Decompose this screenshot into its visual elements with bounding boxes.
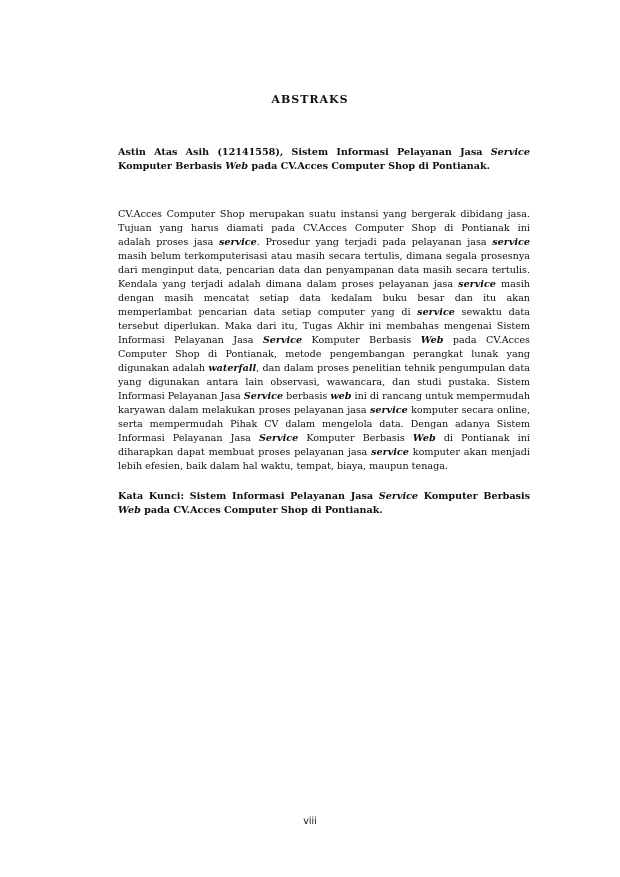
body-line: Computer Shop di Pontianak, metode pengembangan perangkat lunak yang [118,349,530,360]
body-line: memperlambat pencarian data setiap computer yang di service sewaktu data [118,307,530,318]
heading-line: Astin Atas Asih (12141558), Sistem Informasi Pelayanan Jasa Service [118,147,530,158]
body-line: Informasi Pelayanan Jasa Service Komputer Berbasis Web pada CV.Acces [118,335,530,346]
abstract-heading [118,146,530,174]
keywords-line: Web pada CV.Acces Computer Shop di Pontianak. [118,505,383,516]
body-line: karyawan dalam melakukan proses pelayanan jasa service komputer secara online, [118,405,530,416]
body-line: Kendala yang terjadi adalah dimana dalam proses pelayanan jasa service masih [118,279,530,290]
body-line: dari menginput data, pencarian data dan penyampanan data masih secara tertulis. [118,265,530,276]
page-title: ABSTRAKS [271,93,349,106]
body-line: dengan masih mencatat setiap data kedalam buku besar dan itu akan [118,293,530,304]
body-line: yang digunakan antara lain observasi, wawancara, dan studi pustaka. Sistem [118,377,530,388]
body-line: tersebut diperlukan. Maka dari itu, Tugas Akhir ini membahas mengenai Sistem [118,321,530,332]
body-line: serta mempermudah Pihak CV dalam mengelola data. Dengan adanya Sistem [118,419,530,430]
body-line: digunakan adalah waterfall, dan dalam proses penelitian tehnik pengumpulan data [118,363,530,374]
body-line: adalah proses jasa service. Prosedur yang terjadi pada pelayanan jasa service [118,237,531,248]
body-line: Tujuan yang harus diamati pada CV.Acces Computer Shop di Pontianak ini [118,223,530,234]
page-number: viii [303,816,317,827]
keywords-line: Kata Kunci: Sistem Informasi Pelayanan Jasa Service Komputer Berbasis [118,491,530,502]
keywords [118,490,530,518]
body-line: CV.Acces Computer Shop merupakan suatu instansi yang bergerak dibidang jasa. [118,209,530,220]
body-line: Informasi Pelayanan Jasa Service Komputer Berbasis Web di Pontianak ini [118,433,530,444]
body-line: Informasi Pelayanan Jasa Service berbasis web ini di rancang untuk mempermudah [118,391,530,402]
body-line: diharapkan dapat membuat proses pelayanan jasa service komputer akan menjadi [118,447,530,458]
body-line: masih belum terkomputerisasi atau masih secara tertulis, dimana segala prosesnya [118,251,530,262]
body-line: lebih efesien, baik dalam hal waktu, tempat, biaya, maupun tenaga. [118,461,449,472]
abstract-body [118,208,530,474]
heading-line: Komputer Berbasis Web pada CV.Acces Computer Shop di Pontianak. [118,161,490,172]
